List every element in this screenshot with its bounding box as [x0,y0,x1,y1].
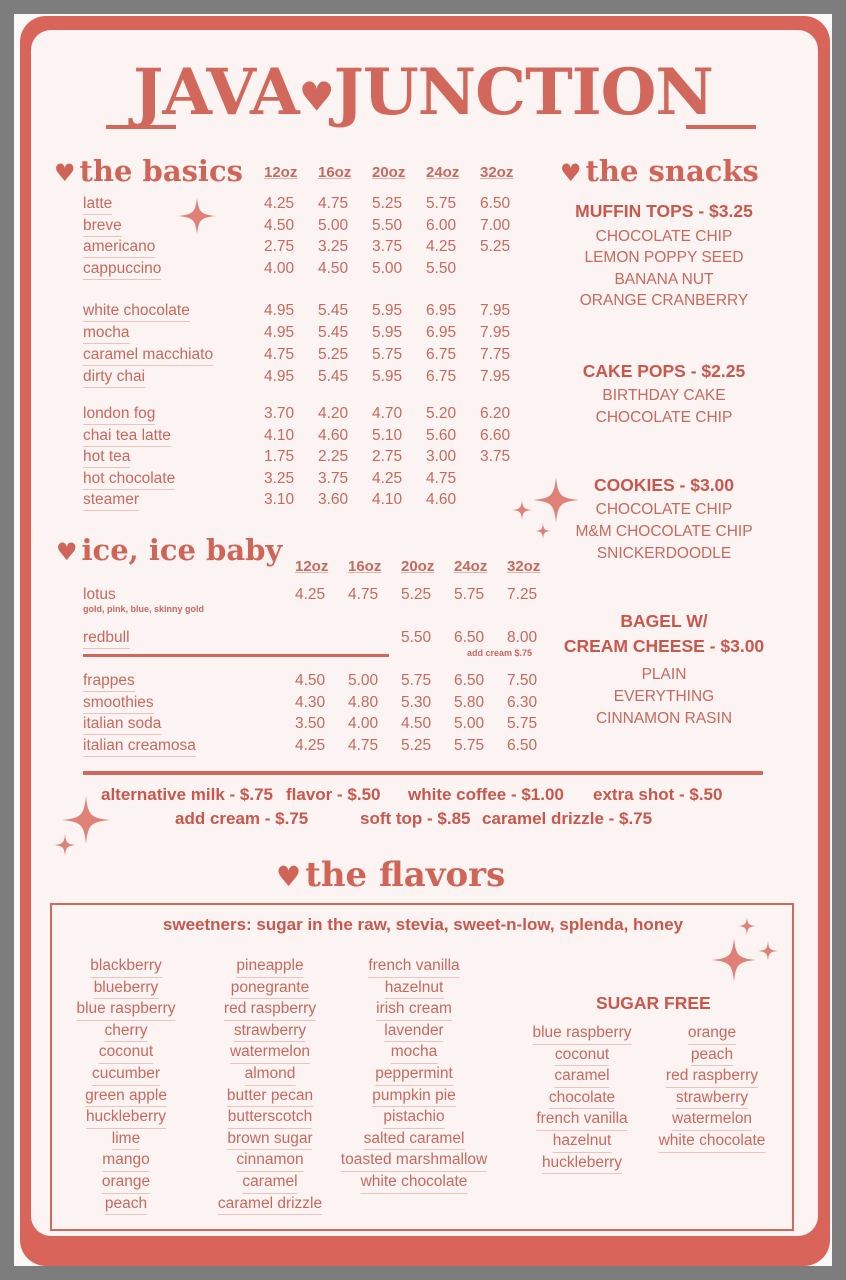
drink-price: 5.00 [454,715,485,732]
drink-price: 5.75 [454,737,485,754]
drink-price: 5.75 [507,715,538,732]
drink-price: 4.10 [372,491,403,508]
snack-group-title: BAGEL W/ [620,611,708,631]
size-header: 20oz [372,164,406,181]
drink-price: 6.60 [480,427,511,444]
drink-price: 4.50 [264,217,295,234]
drink-name: italian creamosa [83,736,196,757]
drink-price: 3.75 [480,448,511,465]
add-on-price: extra shot - $.50 [593,785,723,804]
drink-price: 6.75 [426,368,457,385]
drink-price: 4.25 [372,470,403,487]
flavor-item: coconut [555,1044,609,1067]
drink-price: 5.75 [401,672,432,689]
snack-group-title: CREAM CHEESE - $3.00 [563,636,765,656]
flavor-item: salted caramel [364,1128,465,1151]
drink-name: london fog [83,404,155,425]
drink-price: 4.70 [372,405,403,422]
drink-price: 7.25 [507,586,538,603]
snack-item: EVERYTHING [613,688,715,705]
drink-price: 5.30 [401,694,432,711]
drink-price: 6.95 [426,324,457,341]
drink-price: 4.25 [264,195,295,212]
drink-price: 5.75 [426,195,457,212]
add-on-price: alternative milk - $.75 [101,785,273,804]
drink-price: 5.95 [372,368,403,385]
drink-price: 4.75 [264,346,295,363]
add-on-price: soft top - $.85 [360,809,471,828]
flavor-item: strawberry [234,1020,306,1043]
drink-name: dirty chai [83,367,145,388]
flavor-item: irish cream [376,998,452,1021]
drink-price: 3.60 [318,491,349,508]
drink-price: 5.00 [348,672,379,689]
drink-price: 4.20 [318,405,349,422]
drink-price: 3.00 [426,448,457,465]
drink-price: 5.20 [426,405,457,422]
drink-price: 4.50 [318,260,349,277]
sparkle-icon [712,936,756,984]
flavor-item: huckleberry [542,1152,622,1175]
size-header: 20oz [401,558,435,575]
redbull-note: add cream $.75 [467,648,533,658]
drink-price: 5.80 [454,694,485,711]
snacks-heading: ♥ the snacks [560,154,759,188]
drink-price: 5.45 [318,302,349,319]
flavor-item: huckleberry [86,1106,166,1129]
brand-title [0,55,846,133]
drink-price: 5.50 [426,260,457,277]
flavor-item: coconut [99,1041,153,1064]
drink-price: 5.45 [318,324,349,341]
flavor-item: peach [105,1193,147,1216]
drink-price: 4.25 [295,737,326,754]
snack-item: CHOCOLATE CHIP [595,228,733,245]
sparkle-icon [54,833,76,857]
flavor-item: butter pecan [227,1085,313,1108]
snack-item: M&M CHOCOLATE CHIP [575,523,753,540]
drink-price: 1.75 [264,448,295,465]
drink-price: 5.50 [372,217,403,234]
flavor-item: red raspberry [224,998,316,1021]
drink-price: 8.00 [507,629,538,646]
size-header: 16oz [348,558,382,575]
flavor-item: red raspberry [666,1065,758,1088]
drink-price: 7.00 [480,217,511,234]
flavor-item: watermelon [672,1108,752,1131]
flavor-item: toasted marshmallow [341,1149,487,1172]
add-on-price: flavor - $.50 [286,785,381,804]
heart-icon: ♥ [298,73,334,121]
drink-price: 5.25 [372,195,403,212]
basics-heading: ♥ the basics [54,154,243,188]
heart-icon: ♥ [54,158,76,187]
flavor-item: caramel [554,1065,609,1088]
flavor-item: hazelnut [385,977,444,1000]
sparkle-icon [738,916,756,936]
flavor-item: blueberry [94,977,159,1000]
drink-name: americano [83,237,155,258]
snack-item: BIRTHDAY CAKE [602,387,726,404]
flavor-item: white chocolate [361,1171,468,1194]
drink-price: 5.00 [372,260,403,277]
drink-price: 4.75 [318,195,349,212]
drink-price: 6.50 [507,737,538,754]
drink-price: 5.60 [426,427,457,444]
redbull-divider [83,654,389,657]
drink-price: 5.00 [318,217,349,234]
snack-item: PLAIN [641,666,687,683]
drink-price: 4.00 [264,260,295,277]
flavor-item: watermelon [230,1041,310,1064]
flavor-item: blue raspberry [76,998,175,1021]
flavor-item: lavender [384,1020,443,1043]
drink-name: caramel macchiato [83,345,213,366]
drink-price: 3.75 [372,238,403,255]
add-on-price: white coffee - $1.00 [408,785,564,804]
drink-price: 5.50 [401,629,432,646]
drink-price: 3.25 [318,238,349,255]
drink-price: 4.50 [295,672,326,689]
drink-price: 4.25 [295,586,326,603]
drink-price: 6.50 [454,629,485,646]
flavor-item: chocolate [549,1087,615,1110]
flavor-item: french vanilla [368,955,459,978]
flavor-item: cucumber [92,1063,160,1086]
drink-price: 5.75 [454,586,485,603]
sparkle-icon [512,499,532,521]
brand-name-right: JUNCTION [333,55,713,130]
flavor-item: butterscotch [228,1106,312,1129]
flavor-item: ponegrante [231,977,309,1000]
flavor-item: peppermint [375,1063,453,1086]
drink-price: 5.95 [372,302,403,319]
heart-icon: ♥ [560,158,582,187]
drink-price: 5.25 [401,737,432,754]
drink-price: 3.50 [295,715,326,732]
drink-price: 4.10 [264,427,295,444]
drink-name: redbull [83,628,130,649]
heart-icon: ♥ [276,860,302,893]
sparkle-icon [535,522,551,540]
flavors-heading: ♥ the flavors [276,855,506,895]
flavor-item: almond [245,1063,296,1086]
drink-name: breve [83,216,122,237]
drink-price: 4.60 [318,427,349,444]
flavor-item: lime [112,1128,140,1151]
snack-item: CHOCOLATE CHIP [595,409,733,426]
drink-price: 5.25 [318,346,349,363]
flavor-item: brown sugar [227,1128,312,1151]
drink-price: 6.30 [507,694,538,711]
drink-price: 3.10 [264,491,295,508]
size-header: 12oz [295,558,329,575]
sparkle-icon [533,476,579,524]
sweeteners-line: sweetners: sugar in the raw, stevia, sweet-n-low, splenda, honey [162,915,684,934]
drink-price: 7.95 [480,302,511,319]
drink-price: 4.75 [348,737,379,754]
drink-price: 5.95 [372,324,403,341]
sparkle-icon [178,196,216,236]
snack-item: ORANGE CRANBERRY [579,291,749,309]
drink-price: 4.75 [348,586,379,603]
drink-price: 5.25 [480,238,511,255]
sparkle-icon [758,940,778,962]
drink-price: 4.30 [295,694,326,711]
drink-price: 3.25 [264,470,295,487]
flavor-item: cherry [104,1020,147,1043]
flavor-item: french vanilla [536,1108,627,1131]
snack-item: SNICKERDOODLE [596,545,732,562]
flavor-item: blue raspberry [532,1022,631,1045]
flavor-item: mango [102,1149,149,1172]
drink-price: 7.95 [480,324,511,341]
drink-price: 2.25 [318,448,349,465]
size-header: 16oz [318,164,352,181]
flavor-item: peach [691,1044,733,1067]
drink-price: 6.00 [426,217,457,234]
heart-icon: ♥ [56,537,78,566]
flavor-item: caramel [242,1171,297,1194]
flavor-item: blackberry [90,955,162,978]
flavor-item: mocha [391,1041,438,1064]
drink-price: 3.70 [264,405,295,422]
drink-price: 4.00 [348,715,379,732]
drink-price: 5.25 [401,586,432,603]
sugar-free-heading: SUGAR FREE [596,993,711,1013]
drink-price: 6.95 [426,302,457,319]
drink-price: 3.75 [318,470,349,487]
extras-divider [83,771,763,775]
drink-name: hot tea [83,447,130,468]
size-header: 24oz [454,558,488,575]
snack-item: CINNAMON RASIN [595,710,733,727]
flavor-item: strawberry [676,1087,748,1110]
add-on-price: caramel drizzle - $.75 [482,809,653,828]
flavor-item: orange [102,1171,150,1194]
drink-name: chai tea latte [83,426,171,447]
drink-name: steamer [83,490,139,511]
flavor-item: hazelnut [553,1130,612,1153]
brand-name-left: JAVA [133,55,299,130]
drink-price: 5.10 [372,427,403,444]
flavor-item: pineapple [236,955,303,978]
flavor-item: green apple [85,1085,167,1108]
snack-item: CHOCOLATE CHIP [595,501,733,518]
drink-price: 2.75 [372,448,403,465]
drink-price: 5.45 [318,368,349,385]
flavor-item: cinnamon [236,1149,303,1172]
drink-name: white chocolate [83,301,190,322]
drink-price: 7.75 [480,346,511,363]
drink-price: 4.80 [348,694,379,711]
drink-price: 4.50 [401,715,432,732]
drink-price: 4.95 [264,368,295,385]
drink-price: 7.95 [480,368,511,385]
drink-name: latte [83,194,112,215]
drink-name: lotus [83,586,116,603]
snack-item: LEMON POPPY SEED [584,249,744,267]
size-header: 24oz [426,164,460,181]
drink-name: mocha [83,323,130,344]
drink-price: 2.75 [264,238,295,255]
flavor-item: pumpkin pie [372,1085,456,1108]
drink-price: 4.95 [264,302,295,319]
drink-price: 6.50 [480,195,511,212]
drink-name: frappes [83,671,135,692]
drink-price: 7.50 [507,672,538,689]
snack-group-title: COOKIES - $3.00 [593,475,735,495]
flavor-item: pistachio [383,1106,444,1129]
drink-price: 4.75 [426,470,457,487]
snack-group-title: MUFFIN TOPS - $3.25 [575,201,753,221]
drink-price: 6.20 [480,405,511,422]
flavor-item: white chocolate [659,1130,766,1153]
drink-price: 6.75 [426,346,457,363]
drink-name: smoothies [83,693,154,714]
iced-heading: ♥ ice, ice baby [56,533,283,567]
drink-price: 4.95 [264,324,295,341]
drink-name: hot chocolate [83,469,175,490]
drink-name: cappuccino [83,259,161,280]
drink-price: 6.50 [454,672,485,689]
flavor-item: caramel drizzle [218,1193,322,1216]
add-on-price: add cream - $.75 [175,809,309,828]
drink-name: italian soda [83,714,161,735]
snack-item: BANANA NUT [614,270,714,288]
drink-price: 4.60 [426,491,457,508]
drink-subtext: gold, pink, blue, skinny gold [83,604,205,614]
flavor-item: orange [688,1022,736,1045]
snack-group-title: CAKE POPS - $2.25 [582,361,746,381]
drink-price: 4.25 [426,238,457,255]
size-header: 32oz [480,164,514,181]
size-header: 32oz [507,558,541,575]
size-header: 12oz [264,164,298,181]
drink-price: 5.75 [372,346,403,363]
